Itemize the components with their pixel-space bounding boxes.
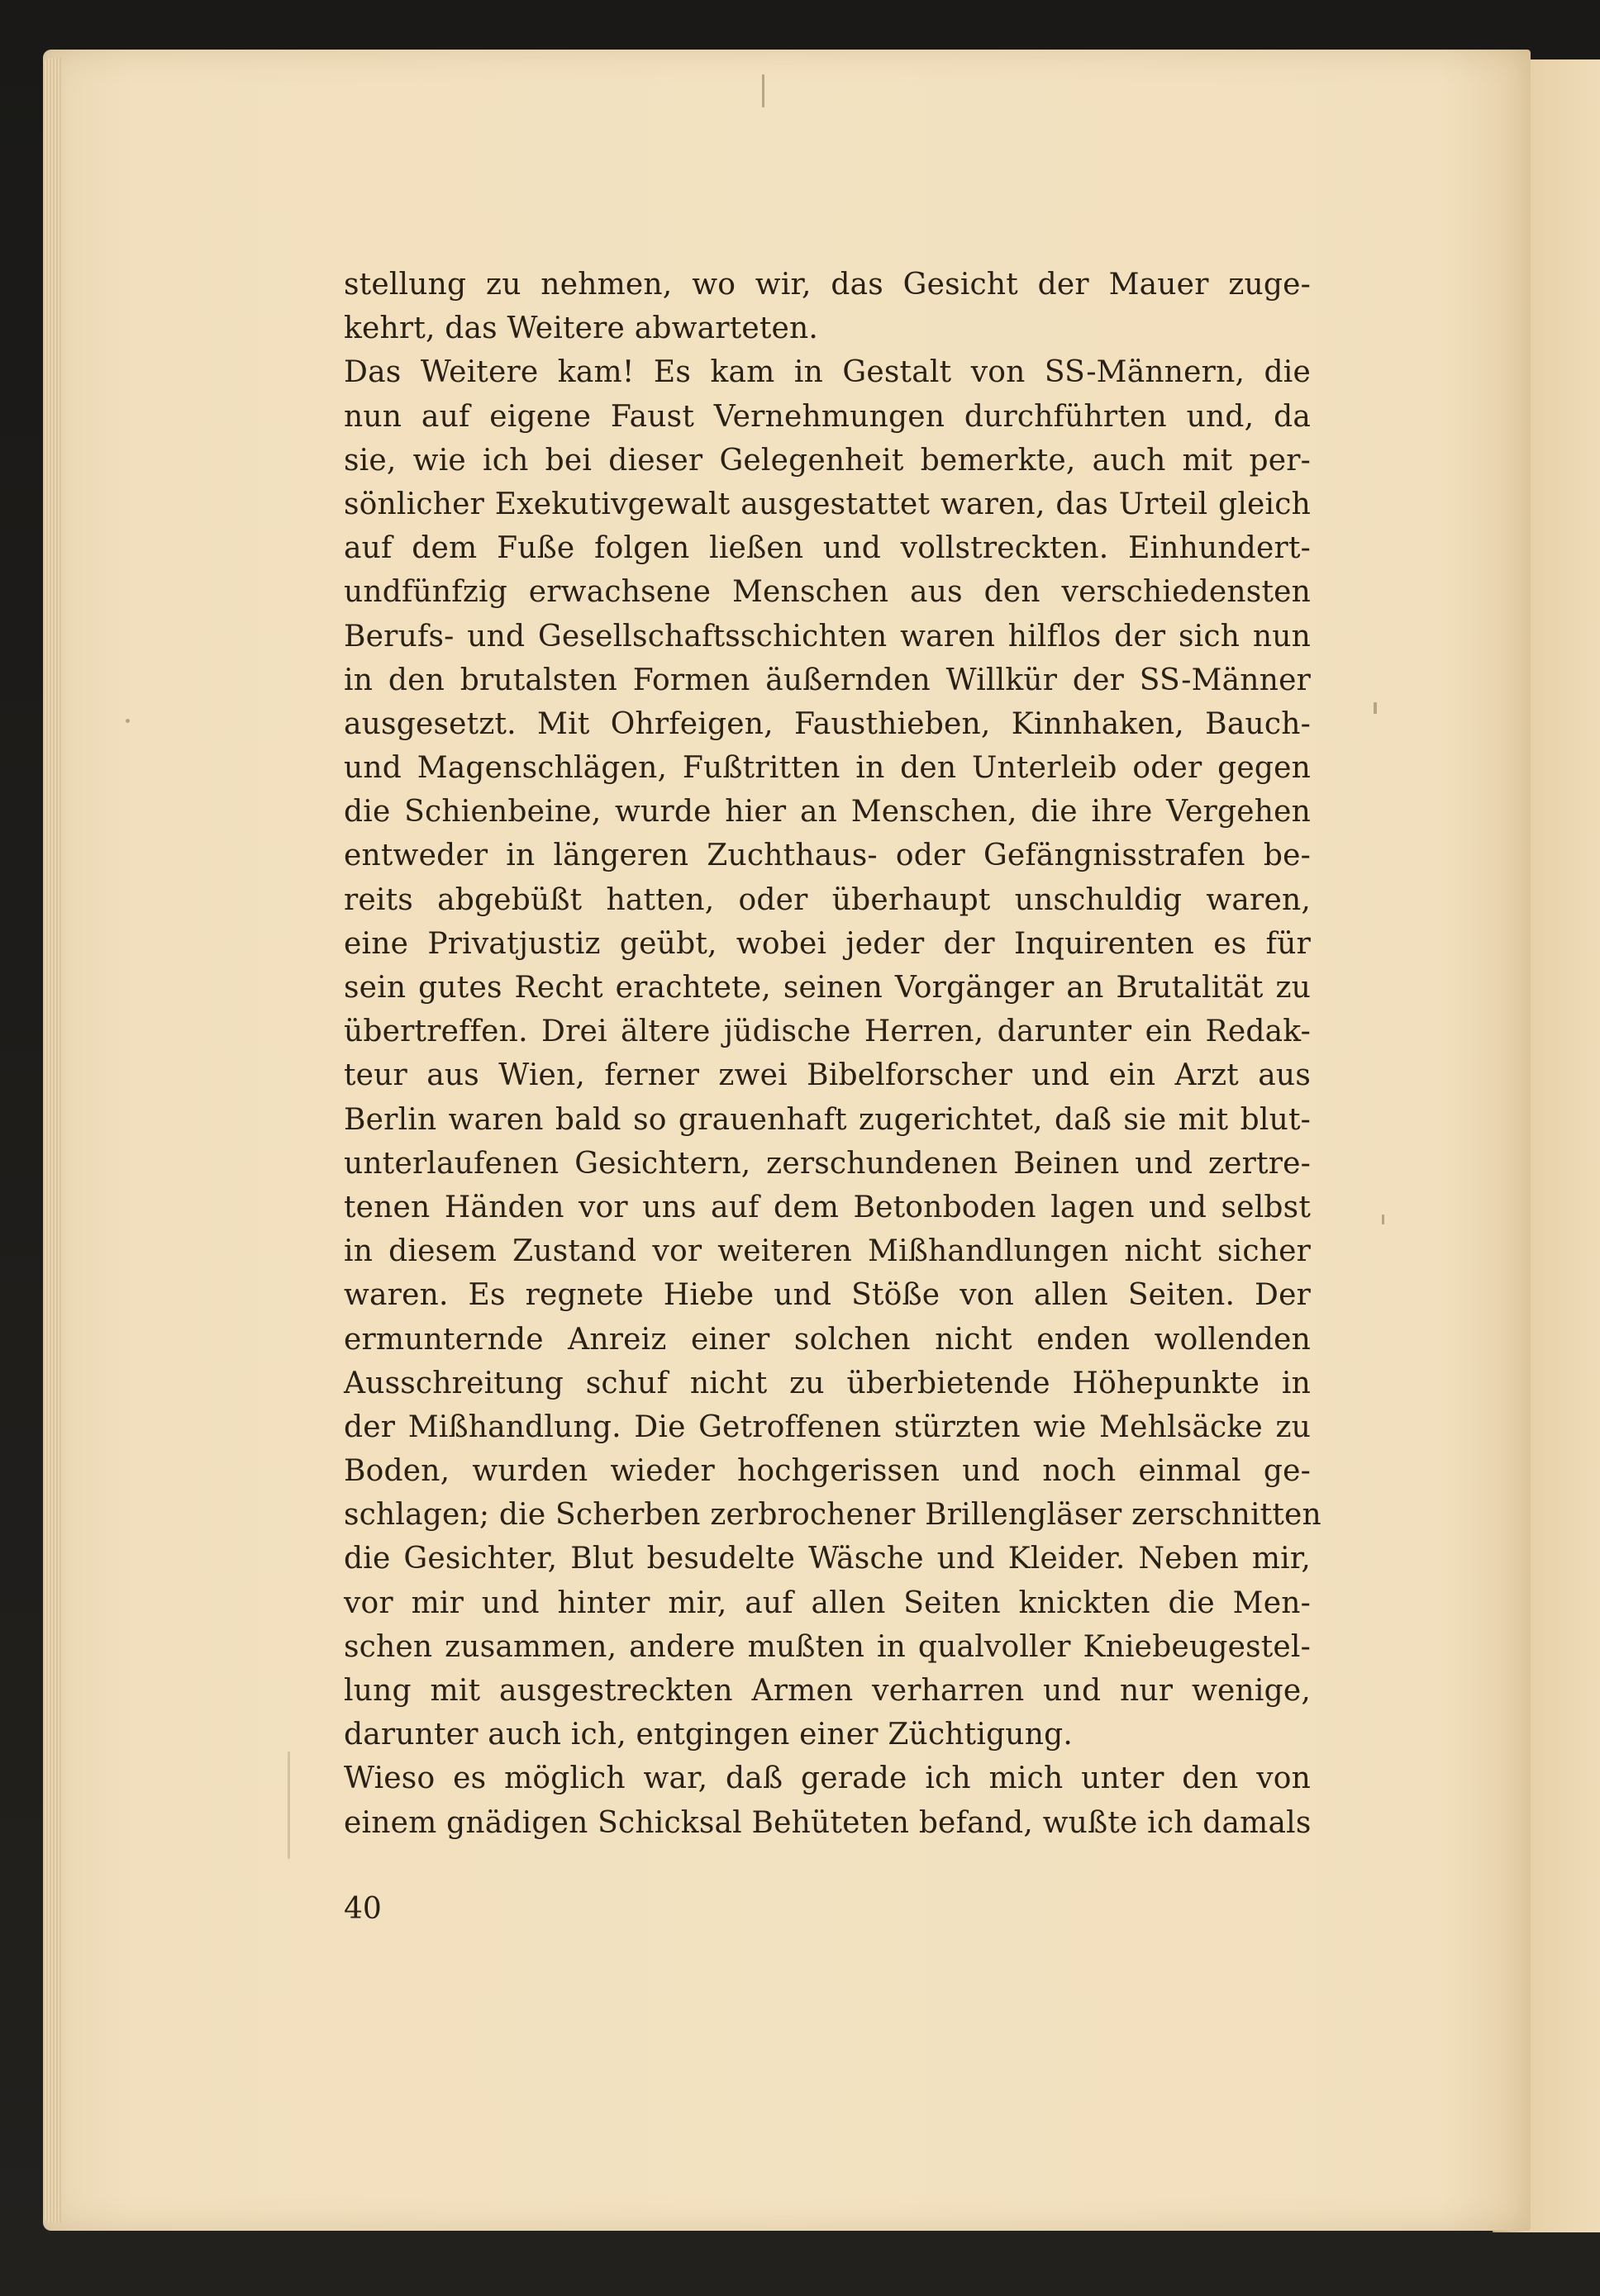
text-line: waren. Es regnete Hiebe und Stöße von allen Seiten. Der (344, 1278, 1311, 1313)
text-line: in diesem Zustand vor weiteren Mißhandlungen nicht sicher (344, 1234, 1311, 1269)
text-line: entweder in längeren Zuchthaus- oder Gefängnisstrafen be- (344, 839, 1311, 873)
text-line: übertreffen. Drei ältere jüdische Herren, darunter ein Redak- (344, 1015, 1311, 1049)
text-line: in den brutalsten Formen äußernden Willkür der SS-Männer (344, 663, 1311, 697)
text-line: sönlicher Exekutivgewalt ausgestattet waren, das Urteil gleich (344, 487, 1311, 521)
text-line: Boden, wurden wieder hochgerissen und noch einmal ge- (344, 1454, 1311, 1489)
text-line: tenen Händen vor uns auf dem Betonboden lagen und selbst (344, 1190, 1311, 1224)
text-line: die Schienbeine, wurde hier an Menschen, die ihre Vergehen (344, 795, 1311, 830)
text-line: teur aus Wien, ferner zwei Bibelforscher und ein Arzt aus (344, 1058, 1311, 1093)
text-line: Wieso es möglich war, daß gerade ich mich unter den von (344, 1761, 1311, 1796)
body-text (344, 263, 1321, 1845)
text-line: der Mißhandlung. Die Getroffenen stürzten wie Mehlsäcke zu (344, 1409, 1311, 1444)
text-line: Berlin waren bald so grauenhaft zugerichtet, daß sie mit blut- (344, 1102, 1311, 1137)
paper-speck (762, 74, 764, 107)
text-line: einem gnädigen Schicksal Behüteten befand, wußte ich damals (344, 1805, 1312, 1840)
text-line: Ausschreitung schuf nicht zu überbietende Höhepunkte in (344, 1366, 1311, 1400)
text-line: auf dem Fuße folgen ließen und vollstreckten. Einhundert- (344, 531, 1311, 566)
text-line: vor mir und hinter mir, auf allen Seiten knickten die Men- (344, 1585, 1311, 1620)
page-number: 40 (344, 1892, 382, 1926)
text-line: die Gesichter, Blut besudelte Wäsche und Kleider. Neben mir, (344, 1542, 1311, 1576)
text-line: Berufs- und Gesellschaftsschichten waren hilflos der sich nun (344, 619, 1311, 654)
text-line: ausgesetzt. Mit Ohrfeigen, Fausthieben, Kinnhaken, Bauch- (344, 706, 1311, 741)
text-line: ermunternde Anreiz einer solchen nicht enden wollenden (344, 1322, 1311, 1357)
text-line: undfünfzig erwachsene Menschen aus den verschiedensten (344, 575, 1311, 610)
text-line: kehrt, das Weitere abwarteten. (344, 311, 819, 346)
text-line: schen zusammen, andere mußten in qualvoller Kniebeugestel- (344, 1629, 1311, 1664)
paper-speck (126, 719, 130, 723)
text-line: und Magenschlägen, Fußtritten in den Unterleib oder gegen (344, 751, 1311, 786)
text-line: unterlaufenen Gesichtern, zerschundenen Beinen und zertre- (344, 1146, 1311, 1181)
text-line: darunter auch ich, entgingen einer Züchtigung. (344, 1718, 1073, 1752)
page-stack-edge (43, 58, 61, 2222)
paper-speck (1374, 702, 1377, 714)
text-line: eine Privatjustiz geübt, wobei jeder der Inquirenten es für (344, 926, 1311, 961)
text-line: stellung zu nehmen, wo wir, das Gesicht der Mauer zuge- (344, 268, 1311, 302)
paper-speck (1382, 1215, 1384, 1224)
text-line: schlagen; die Scherben zerbrochener Brillengläser zerschnitten (344, 1498, 1321, 1533)
text-line: nun auf eigene Faust Vernehmungen durchführten und, da (344, 399, 1311, 434)
text-line: sein gutes Recht erachtete, seinen Vorgänger an Brutalität zu (344, 971, 1311, 1005)
paper-speck (288, 1752, 290, 1859)
text-line: reits abgebüßt hatten, oder überhaupt unschuldig waren, (344, 882, 1311, 917)
text-line: Das Weitere kam! Es kam in Gestalt von SS-Männern, die (344, 355, 1311, 390)
text-line: sie, wie ich bei dieser Gelegenheit bemerkte, auch mit per- (344, 443, 1311, 478)
text-line: lung mit ausgestreckten Armen verharren und nur wenige, (344, 1674, 1311, 1708)
